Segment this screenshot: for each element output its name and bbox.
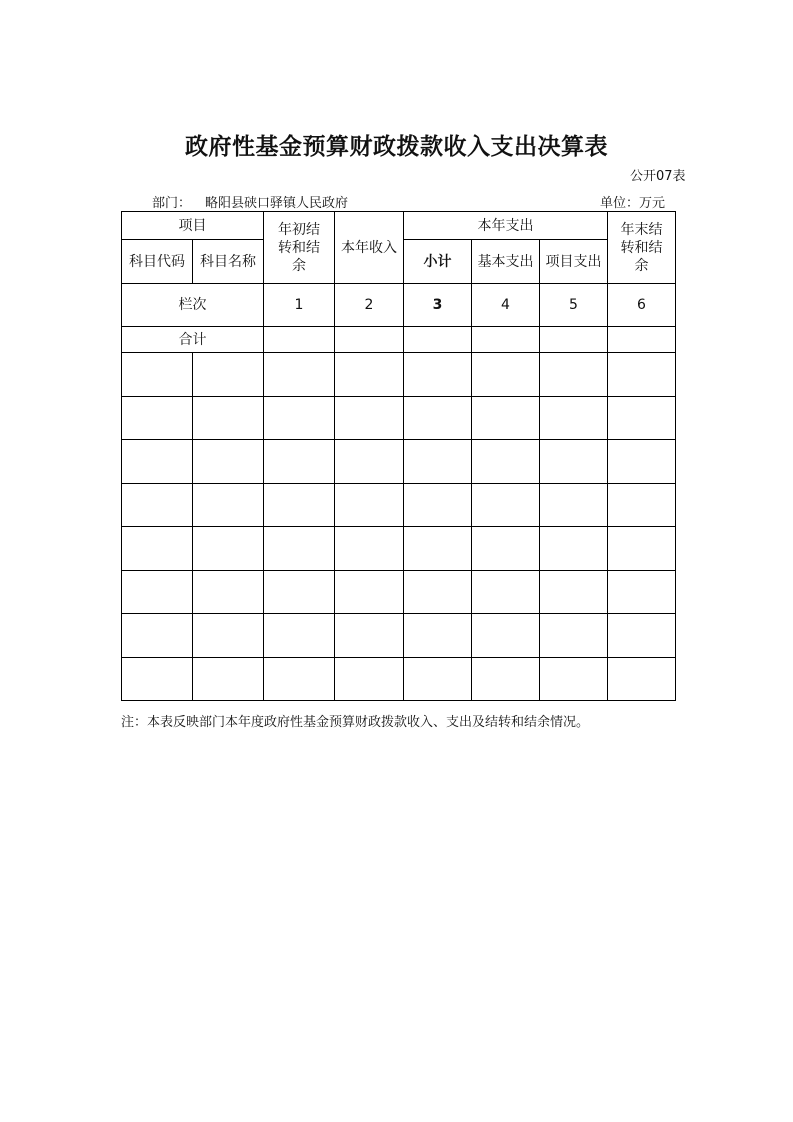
table-cell: [472, 657, 540, 701]
table-cell: [404, 440, 472, 484]
table-cell: [540, 353, 608, 397]
table-cell: [540, 570, 608, 614]
table-cell: [264, 440, 335, 484]
table-cell: [540, 327, 608, 353]
department-line: [152, 192, 348, 211]
table-row: [122, 483, 676, 527]
table-cell: [608, 570, 676, 614]
table-cell: [193, 353, 264, 397]
footnote: 注：本表反映部门本年度政府性基金预算财政拨款收入、支出及结转和结余情况。: [121, 715, 590, 730]
table-cell: [472, 614, 540, 658]
table-cell: [264, 570, 335, 614]
table-cell: [608, 440, 676, 484]
table-cell: [122, 440, 193, 484]
table-cell: [540, 657, 608, 701]
table-cell: [472, 440, 540, 484]
table-cell: [122, 353, 193, 397]
table-cell: [608, 353, 676, 397]
table-cell: [122, 614, 193, 658]
table-cell: [404, 614, 472, 658]
final-accounts-table: [121, 211, 676, 701]
header-expense: 本年支出: [404, 212, 608, 240]
table-cell: [122, 483, 193, 527]
table-row: [122, 396, 676, 440]
table-row: [122, 570, 676, 614]
unit-label: 单位：万元: [600, 196, 666, 211]
table-cell: [404, 483, 472, 527]
table-cell: [472, 527, 540, 571]
table-cell: [404, 527, 472, 571]
header-code: 科目代码: [122, 240, 193, 284]
table-row: [122, 440, 676, 484]
column-number: 5: [540, 284, 608, 327]
header-basic-expense: 基本支出: [472, 240, 540, 284]
table-cell: [193, 440, 264, 484]
table-cell: [122, 657, 193, 701]
table-cell: [472, 396, 540, 440]
total-row: [122, 327, 676, 353]
table-cell: [122, 527, 193, 571]
column-number: 2: [335, 284, 404, 327]
department-label: 部门：: [152, 196, 192, 211]
table-cell: [608, 657, 676, 701]
table-cell: [404, 657, 472, 701]
table-cell: [335, 327, 404, 353]
column-number-label: 栏次: [122, 284, 264, 327]
table-cell: [193, 527, 264, 571]
column-number-row: [122, 284, 676, 327]
table-cell: [608, 327, 676, 353]
table-cell: [193, 483, 264, 527]
table-cell: [335, 527, 404, 571]
header-project-expense: 项目支出: [540, 240, 608, 284]
table-row: [122, 657, 676, 701]
table-row: [122, 527, 676, 571]
column-number: 4: [472, 284, 540, 327]
department-name: 略阳县硖口驿镇人民政府: [205, 196, 349, 211]
table-cell: [404, 570, 472, 614]
table-cell: [335, 396, 404, 440]
header-project: 项目: [122, 212, 264, 240]
table-cell: [335, 570, 404, 614]
table-cell: [472, 353, 540, 397]
table-cell: [608, 614, 676, 658]
table-cell: [540, 527, 608, 571]
table-cell: [608, 527, 676, 571]
page-title: 政府性基金预算财政拨款收入支出决算表: [185, 134, 608, 160]
table-cell: [472, 483, 540, 527]
table-cell: [264, 527, 335, 571]
table-cell: [264, 657, 335, 701]
table-cell: [122, 570, 193, 614]
table-cell: [472, 327, 540, 353]
header-end-balance: 年末结转和结余: [608, 212, 676, 284]
table-cell: [404, 353, 472, 397]
table-cell: [193, 614, 264, 658]
table-cell: [608, 396, 676, 440]
table-cell: [404, 396, 472, 440]
table-cell: [193, 396, 264, 440]
table-cell: [264, 353, 335, 397]
header-name: 科目名称: [193, 240, 264, 284]
data-rows: [122, 353, 676, 701]
table-cell: [264, 327, 335, 353]
header-income: 本年收入: [335, 212, 404, 284]
table-cell: [335, 353, 404, 397]
table-cell: [540, 614, 608, 658]
table-cell: [335, 483, 404, 527]
table-cell: [335, 614, 404, 658]
table-cell: [608, 483, 676, 527]
column-number: 1: [264, 284, 335, 327]
column-number: 6: [608, 284, 676, 327]
table-cell: [540, 440, 608, 484]
table-cell: [264, 483, 335, 527]
table-row: [122, 353, 676, 397]
form-code: 公开07表: [630, 169, 686, 184]
header-subtotal: 小计: [404, 240, 472, 284]
column-number: 3: [404, 284, 472, 327]
table-cell: [264, 614, 335, 658]
table-cell: [193, 657, 264, 701]
total-label: 合计: [122, 327, 264, 353]
table-cell: [122, 396, 193, 440]
header-begin-balance: 年初结转和结余: [264, 212, 335, 284]
table-cell: [264, 396, 335, 440]
header-row-1: [122, 212, 676, 240]
table-cell: [540, 396, 608, 440]
table-cell: [404, 327, 472, 353]
table-row: [122, 614, 676, 658]
table-cell: [472, 570, 540, 614]
table-cell: [335, 440, 404, 484]
table-cell: [540, 483, 608, 527]
table-cell: [335, 657, 404, 701]
table-cell: [193, 570, 264, 614]
